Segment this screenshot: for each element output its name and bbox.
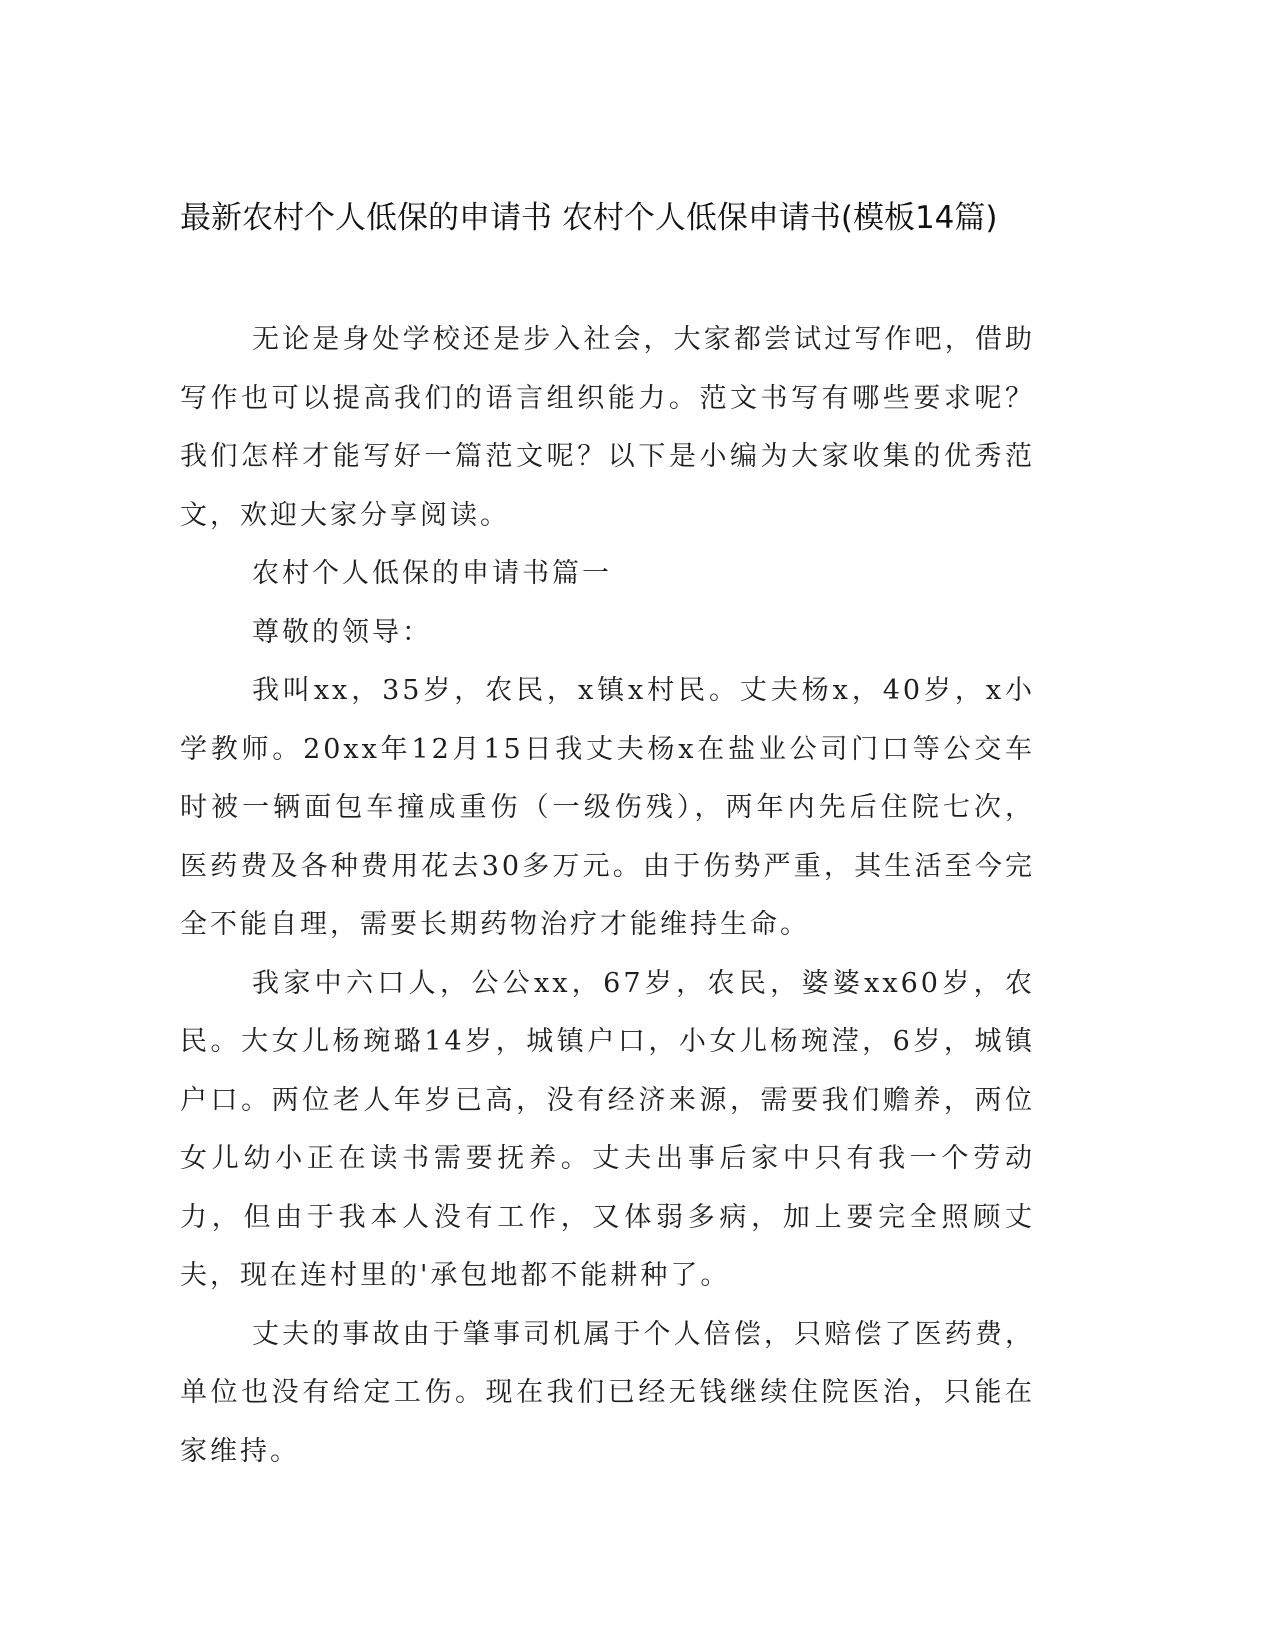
- salutation: 尊敬的领导：: [252, 616, 432, 648]
- body-paragraph: 丈夫的事故由于肇事司机属于个人倍偿，只赔偿了医药费，单位也没有给定工伤。现在我们已经无钱继续住院医治，只能在家维持。: [180, 1318, 1035, 1467]
- document-title: 最新农村个人低保的申请书 农村个人低保申请书(模板14篇): [180, 200, 998, 236]
- section-heading: 农村个人低保的申请书篇一: [252, 558, 612, 589]
- body-paragraph: 我叫xx，35岁，农民，x镇x村民。丈夫杨x，40岁，x小学教师。20xx年12月15日我丈夫杨x在盐业公司门口等公交车时被一辆面包车撞成重伤（一级伤残），两年内先后住院七次，医药费及各种费用花去30多万元。由于伤势严重，其生活至今完全不能自理，需要长期药物治疗才能维持生命。: [180, 675, 1035, 940]
- document-body: [180, 311, 1035, 1481]
- body-paragraph: 我家中六口人，公公xx，67岁，农民，婆婆xx60岁，农民。大女儿杨琬璐14岁，城镇户口，小女儿杨琬滢，6岁，城镇户口。两位老人年岁已高，没有经济来源，需要我们赡养，两位女儿幼小正在读书需要抚养。丈夫出事后家中只有我一个劳动力，但由于我本人没有工作，又体弱多病，加上要完全照顾丈夫，现在连村里的'承包地都不能耕种了。: [180, 967, 1035, 1291]
- intro-paragraph: 无论是身处学校还是步入社会，大家都尝试过写作吧，借助写作也可以提高我们的语言组织能力。范文书写有哪些要求呢？我们怎样才能写好一篇范文呢？以下是小编为大家收集的优秀范文，欢迎大家分享阅读。: [180, 324, 1035, 531]
